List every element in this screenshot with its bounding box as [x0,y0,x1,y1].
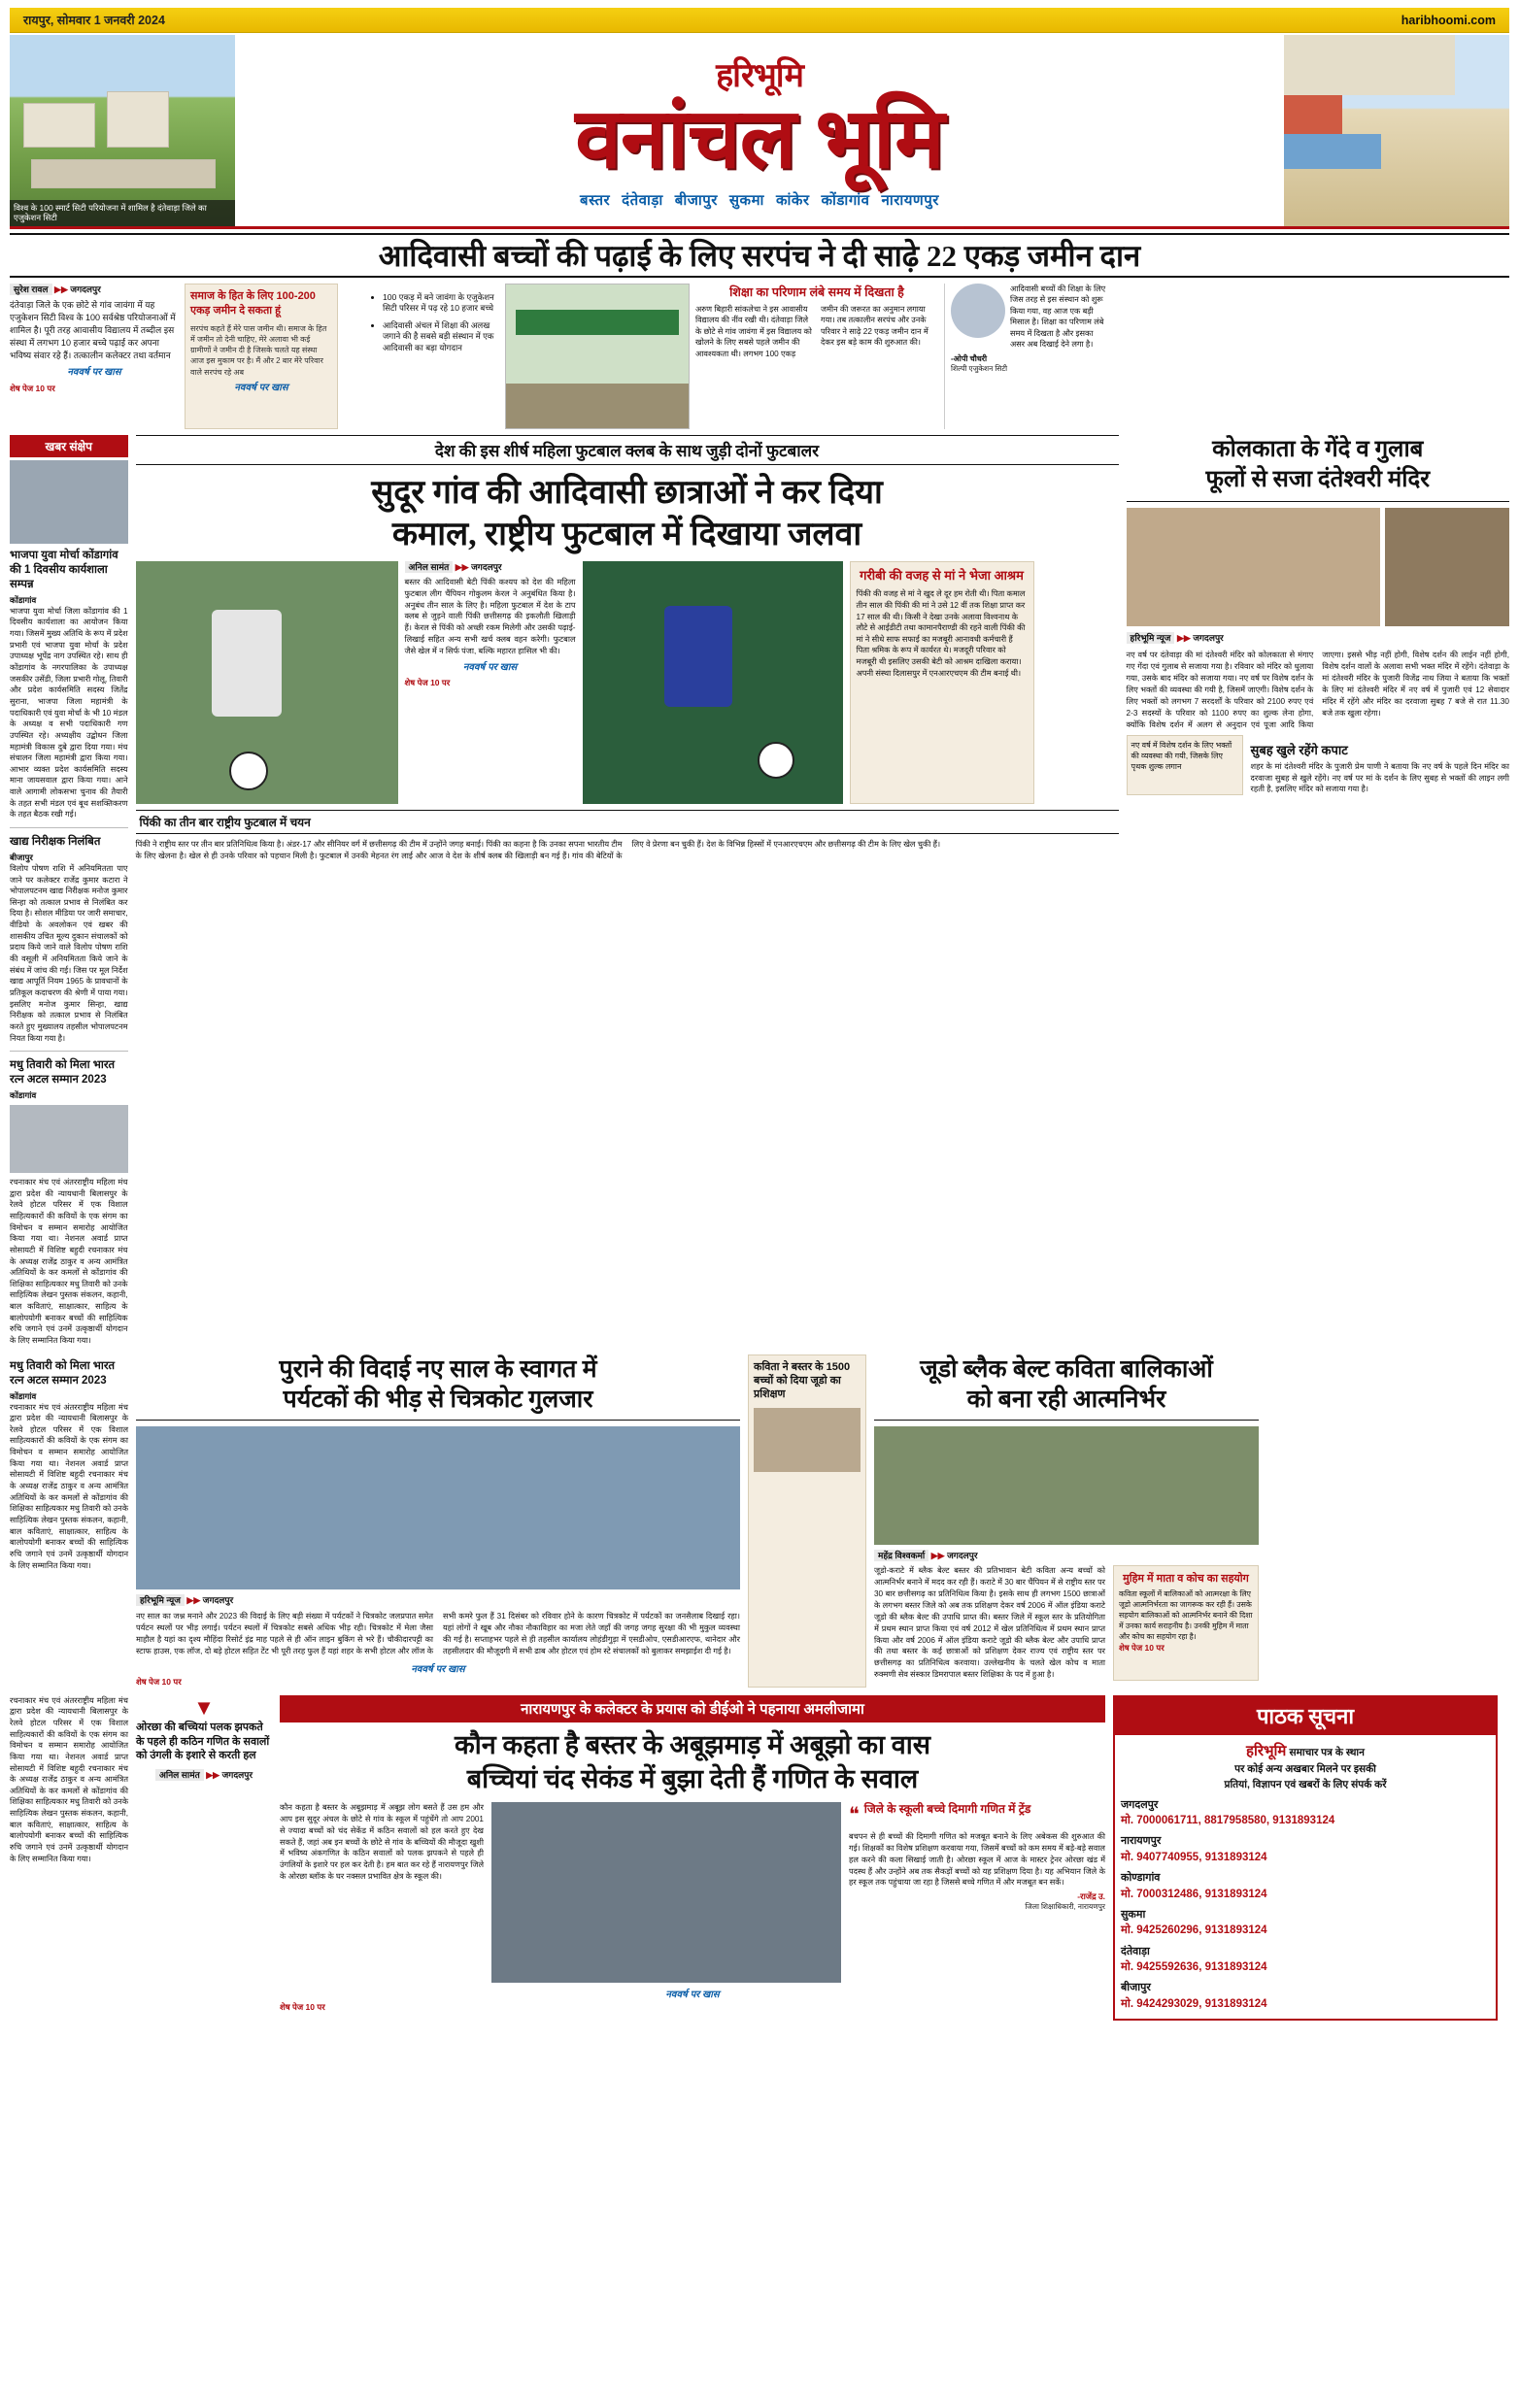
chitrakot-headline [136,1354,740,1421]
sidebar-item-0-body: भाजपा युवा मोर्चा जिला कोंडागांव की 1 दिवसीय कार्यशाला का आयोजन किया गया। जिसमें मुख्य अतिथि के रूप में प्रदेश प्रभारी एवं भाजपा युवा मोर्चा के प्रदेश उपाध्यक्ष भूपेंद्र नाग उपस्थित रहे। साथ ही कोंडागांव के नगरपालिका के उपाध्यक्ष जसकीर उसेंडी, जिला प्रभारी गोलू, तिवारी और प्रदेश कार्यसमिति सदस्य जितेंद्र सुराना, भाजपा जिला महामंत्री के पदाधिकारी एवं युवा मोर्चा के भी 10 मंडल के अध्यक्ष व सभी पदाधिकारी गण उपस्थित रहे। अध्यक्षीय उद्बोधन जिला महामंत्री विकास दुबे द्वारा दिया गया। मंच संचालन जिला महामंत्री द्वारा किया गया। आभार व्यक्त प्रदेश कार्यसमिति सदस्य माना जायसवाल द्वारा किया गया। आने वाले आगामी लोकसभा चुनाव की तैयारी के तहत सभी मंडल एवं बूथ सशक्तिकरण के तहत बैठक रखी गई। [10,606,128,819]
notice-city-3: सुकमा [1121,1908,1146,1921]
football-photo-pink [136,561,398,804]
notice-brand: हरिभूमि [1246,1743,1287,1759]
football-byline: अनिल सामंत ▶▶ जगदलपुर [405,561,576,574]
football-subbody: पिंकी ने राष्ट्रीय स्तर पर तीन बार प्रतिनिधित्व किया है। अंडर-17 और सीनियर वर्ग में छत्तीसगढ़ की टीम में उन्होंने जगह बनाई। पिंकी का कहना है कि उनका सपना भारतीय टीम के लिए खेलना है। खेल से ही उनके परिवार को पहचान मिली है। फुटबाल में उनकी मेहनत रंग लाई और आज वे देश के शीर्ष क्लब की खिलाड़ी बन गई हैं। गांव की बेटियों के लिए वे प्रेरणा बन चुकी हैं। देश के विभिन्न हिस्सों में एनआरएचएम और छत्तीसगढ़ की टीम के लिए खेल चुकी हैं। [135,840,941,860]
judo-box-body: कविता स्कूलों में बालिकाओं को आत्मरक्षा के लिए जूडो आत्मनिर्भरता का जागरूक कर रही हैं। उसके सहयोग बालिकाओं को आत्मनिर्भर बनाने की दिशा में उनका कार्य सराहनीय है। उनकी मुहिम में माता और कोच का सहयोग रहा है। [1119,1589,1253,1641]
khabar-photo [10,460,128,544]
lead-sub-head: शिक्षा का परिणाम लंबे समय में दिखता है [729,285,904,299]
football-story [136,435,1119,1347]
temple-story [1127,435,1509,1347]
lead-photo [505,284,690,429]
opinion-credit: -ओपी चौधरी [951,353,988,363]
judo-story [874,1354,1259,1688]
navvarsh-badge-5: नववर्ष पर खास [665,1989,720,2000]
notice-city-4: दंतेवाड़ा [1121,1945,1150,1957]
football-byline-name: अनिल सामंत [405,561,454,573]
sidebar-item-3-loc: कोंडागांव [10,1390,37,1401]
notice-number-0[interactable]: मो. 7000061711, 8817958580, 9131893124 [1121,1815,1335,1827]
edition-6[interactable]: नारायणपुर [881,192,939,210]
temple-sub-body: शहर के मां दंतेश्वरी मंदिर के पुजारी प्रेम पाणी ने बताया कि नए वर्ष के पहले दिन मंदिर का दरवाजा सुबह से खुले रहेंगे। नए वर्ष पर मां के दर्शन के लिए सुबह से भक्तों की लाइन लगी रहती है, इसलिए मंदिर को सजाया गया है। [1250,761,1509,794]
band2-left-filler [10,1354,128,1688]
judo-headline-line1: जूडो ब्लैक बेल्ट कविता बालिकाओं [920,1355,1213,1383]
lead-sub-story [695,284,938,429]
sidebar-item-1-body: विलोप पोषण राशि में अनियमितता पाए जाने पर कलेक्टर राजेंद्र कुमार कटारा ने भोपालपटनम खाद्य निरीक्षक मनोज कुमार सिन्हा को तत्काल प्रभाव से निलंबित कर दिया है। सोशल मीडिया पर जारी समाचार, वीडियो के अवलोकन एवं खबर की शासकीय उचित मूल्य दुकान संचालकों को प्रदाय किये जाने वाले विलोप पोषण राशि की वसूली में अनियमितता किये जाने के संबंध में जांच की गई। जिस पर मूल निर्देश खाद्य आपूर्ति नियम 1965 के प्रावधानों के प्रतिकूल कदाचरण की श्रेणी में पाया गया। इसलिए मनोज कुमार सिन्हा, खाद्य निरीक्षक को तत्काल प्रभाव से निलंबित करते हुए मुख्यालय तहसील भोपालपटनम नियत किया गया है। [10,863,128,1043]
chitrakot-headline-line1: पुराने की विदाई नए साल के स्वागत में [279,1355,597,1383]
lead-highlight-body: सरपंच कहते हैं मेरे पास जमीन थी। समाज के हित में जमीन तो देनी चाहिए, मेरे अलावा भी कई ग्रामीणों ने जमीन दी है जिसके चलते यह संस्था आज इस मुकाम पर है। मैं और 2 बार मेरे परिवार वाले सरपंच रहे अब [190,323,327,377]
football-row [136,561,1119,804]
lead-byline-name: सुरेश रावल [10,284,52,295]
temple-side-note: नए वर्ष में विशेष दर्शन के लिए भक्तों की व्यवस्था की गयी, जिसके लिए पृथक शुल्क लगान [1127,735,1243,796]
judo-headline-line2: को बना रही आत्मनिर्भर [966,1386,1166,1413]
masthead-right-photo [1284,35,1509,226]
temple-photos [1127,508,1509,626]
chitrakot-story [136,1354,740,1688]
lead-story [10,284,1509,429]
football-body-text: बस्तर की आदिवासी बेटी पिंकी कश्यप को देश की महिला फुटबाल लीग चैंपियन गोकुलम केरल ने अनुबंधित किया है। अनुबंध तीन साल के लिए है। महिला फुटबाल में देश के टाप क्लब से जुड़ने वाली पिंकी छत्तीसगढ़ की इकलौती खिलाड़ी हैं। केरल से पिंकी को अच्छी रकम मिलेगी और उसकी पढ़ाई-लिखाई सहित अन्य सभी खर्च क्लब वहन करेगी। फुटबाल जैसे खेल में न सिर्फ पंजा, बल्कि महारत हासिल भी की। [404,577,576,655]
edition-5[interactable]: कोंडागांव [821,192,870,210]
edition-3[interactable]: सुकमा [728,192,764,210]
football-headline-line1: सुदूर गांव की आदिवासी छात्राओं ने कर दिया [371,475,883,511]
lead-highlight-box [185,284,338,429]
navvarsh-badge-2: नववर्ष पर खास [234,382,288,393]
temple-sub-head: सुबह खुले रहेंगे कपाट [1250,742,1348,757]
notice-number-2[interactable]: मो. 7000312486, 9131893124 [1121,1888,1267,1900]
sidebar-item-2-photo [10,1105,128,1173]
chitrakot-byline: हरिभूमि न्यूज ▶▶ जगदलपुर [136,1593,740,1606]
edition-4[interactable]: कांकेर [775,192,810,210]
second-band [10,1354,1509,1688]
chitrakot-headline-line2: पर्यटकों की भीड़ से चित्रकोट गुलजार [283,1386,593,1413]
chitrakot-body: नए साल का जश्न मनाने और 2023 की विदाई के लिए बड़ी संख्या में पर्यटकों ने चित्रकोट जलप्रपात समेत पर्यटन स्थलों पर भीड़ लगाई। पर्यटन स्थलों में चित्रकोट सबसे अधिक भीड़ रही। चित्रकोट में मेला जैसा माहौल है यहां का दृश्य मौहिंदा रिसोर्ट इंद्र माह पहले से ही ऑन लाइन बुकिंग से भरे हैं। चौकीदारपट्टी का स्टाफ हाउस, एक लॉज, दो बड़े होटल सहित टेंट भी पूरी तरह फुल हैं यहां शहर के सभी होटल और लॉज के सभी कमरे फुल हैं 31 दिसंबर को रविवार होने के कारण चित्रकोट में पर्यटकों का जनसैलाब दिखाई रहा। यहां लोगों ने खूब और नौका नौकाविहार का मजा लेते जहाँ की जगह जगह सुरक्षा की भी मुकुल व्यवस्था की गई है। सप्ताहभर पहले से ही तहसील कार्यालय लोहंडीगुड़ा में एसडीओप, एसडीआरएफ, थानेदार और तहसीलदार की मौजूदगी में सभी ढाब और होटल एवं होम स्टे संचालकों को बुलाकर समझाईश दी गई है। [136,1612,740,1656]
notice-number-5[interactable]: मो. 9424293029, 9131893124 [1121,1997,1267,2010]
lead-byline-place: जगदलपुर [70,284,101,294]
main-band [10,435,1509,1347]
chitrakot-photo [136,1426,740,1589]
lead-bullets [344,292,499,421]
sidebar-item-3-title[interactable]: मधु तिवारी को मिला भारत रत्न अटल सम्मान 2023 [10,1359,116,1387]
section-header-khabar: खबर संक्षेप [10,435,128,457]
notice-title: पाठक सूचना [1115,1697,1496,1735]
football-headline-line2: कमाल, राष्ट्रीय फुटबाल में दिखाया जलवा [391,516,862,552]
temple-byline-name: हरिभूमि न्यूज [1127,632,1175,644]
top-bar [10,8,1509,33]
navvarsh-badge-4: नववर्ष पर खास [411,1663,465,1675]
sidebar-item-2-loc: कोंडागांव [10,1090,37,1101]
temple-photo-outside [1127,508,1380,626]
kavita-teaser-head: कविता ने बस्तर के 1500 बच्चों को दिया जूडो का प्रशिक्षण [754,1360,851,1401]
edition-0[interactable]: बस्तर [580,192,611,210]
football-body-1 [405,561,576,804]
sidebar-item-1-title[interactable]: खाद्य निरीक्षक निलंबित [10,835,101,848]
masthead-left-caption: विश्व के 100 स्मार्ट सिटी परियोजना में शामिल है दंतेवाड़ा जिले का एजुकेशन सिटी [10,200,235,226]
notice-city-2: कोण्डागांव [1121,1872,1161,1885]
football-continued[interactable]: शेष पेज 10 पर [404,678,451,688]
judo-continued[interactable]: शेष पेज 10 पर [1119,1642,1165,1653]
abujhmad-body-right: बचपन से ही बच्चों की दिमागी गणित को मजबूत बनाने के लिए अबेकस की शुरुआत की गई। शिक्षकों का विशेष प्रशिक्षण करवाया गया, जिसमें बच्चों को कम समय में बड़े-बड़े सवाल हल करने की कला सिखाई जाती है। ओरछा स्कूल में आज के मास्टर ट्रेनर ओरछा खंड में पदस्थ हैं और उन्होंने अब तक सैकड़ों बच्चों को यह प्रशिक्षण दिया है। यह अभियान जिले के हर स्कूल तक पहुंचाया जा रहा है जिससे बच्चे गणित में और मजबूत बन सकें। [849,1831,1105,1888]
khabar-sankshep-column [10,435,128,1347]
notice-line-3: प्रतियां, विज्ञापन एवं खबरों के लिए संपर्क करें [1224,1778,1387,1790]
abujhmad-signature-2: जिला शिक्षाधिकारी, नारायणपुर [1025,1902,1105,1912]
football-kicker: देश की इस शीर्ष महिला फुटबाल क्लब के साथ जुड़ी दोनों फुटबालर [136,435,1119,465]
judo-byline-place: जगदलपुर [947,1551,978,1561]
judo-photo [874,1426,1259,1545]
band3-left-column [10,1695,128,2022]
judo-byline: महेंद्र विश्वकर्मा ▶▶ जगदलपुर [874,1549,1259,1561]
notice-number-3[interactable]: मो. 9425260296, 9131893124 [1121,1924,1267,1937]
temple-headline-line1: कोलकाता के गेंदे व गुलाब [1212,437,1424,462]
orchha-teaser [136,1695,272,2022]
football-photo-blue [583,561,843,804]
notice-number-1[interactable]: मो. 9407740955, 9131893124 [1121,1851,1267,1863]
avatar [951,284,1005,338]
chitrakot-byline-name: हरिभूमि न्यूज [136,1594,185,1606]
lead-byline: सुरेश रावल ▶▶ जगदलपुर [10,284,179,296]
abujhmad-photo [491,1802,841,1983]
edition-list [580,190,939,210]
notice-line-2: पर कोई अन्य अखबार मिलने पर इसकी [1234,1763,1376,1776]
football-sidebar-box [850,561,1034,804]
football-headline [136,465,1119,561]
sidebar-item-2-title[interactable]: मधु तिवारी को मिला भारत रत्न अटल सम्मान 2023 [10,1059,116,1087]
abujhmad-callout: जिले के स्कूली बच्चे दिमागी गणित में ट्रेंड [863,1801,1031,1816]
sidebar-item-3-body: रचनाकार मंच एवं अंतरराष्ट्रीय महिला मंच द्वारा प्रदेश की न्यायधानी बिलासपुर के रेलवे होटल परिसर में एक विशाल साहित्यकारों की कवियों के एक संगम का विमोचन व सम्मान समारोह आयोजित किया गया था। नेशनल अवार्ड प्राप्त सोसायटी में विशिष्ट बहुदी रचनाकार मंच के अध्यक्ष राजेंद्र ठाकुर व अन्य आमंत्रित अतिथियों के कर कमलों से कोंडागांव की शिक्षिका साहित्यकार मधु तिवारी को उनके साहित्यिक लेखन पुस्तक संकलन, कहानी, बाल कविताएं, साक्षात्कार, साहित्य के बालोपयोगी बनाकर बच्चों की साहित्यिक रुचि जगाने एवं उनमें उत्कृष्ठार्थी योगदान के लिए सम्मानित किया गया। [10,1402,128,1570]
judo-byline-name: महेंद्र विश्वकर्मा [874,1550,928,1561]
reader-notice [1113,1695,1498,2022]
judo-box-head: मुहिम में माता व कोच का सहयोग [1123,1573,1249,1586]
band3-left-body: रचनाकार मंच एवं अंतरराष्ट्रीय महिला मंच द्वारा प्रदेश की न्यायधानी बिलासपुर के रेलवे होटल परिसर में एक विशाल साहित्यकारों की कवियों के एक संगम का विमोचन व सम्मान समारोह आयोजित किया गया था। नेशनल अवार्ड प्राप्त सोसायटी में विशिष्ट बहुदी रचनाकार मंच के अध्यक्ष राजेंद्र ठाकुर व अन्य आमंत्रित अतिथियों के कर कमलों से कोंडागांव की शिक्षिका साहित्यकार मधु तिवारी को उनके साहित्यिक लेखन पुस्तक संकलन, कहानी, बाल कविताएं, साक्षात्कार, साहित्य के बालोपयोगी बनाकर बच्चों की साहित्यिक रुचि जगाने एवं उनमें उत्कृष्ठार्थी योगदान के लिए सम्मानित किया गया। [10,1695,128,1863]
masthead-brand [235,35,1284,226]
sidebar-item-1-loc: बीजापुर [10,852,33,862]
sidebar-item-0-loc: कोंडागांव [10,594,37,605]
lead-sub-body: अरुण बिहारी सांकलेचा ने इस आवासीय विद्यालय की नींव रखी थी। दंतेवाड़ा जिले के छोटे से गांव जावंगा में इस विद्यालय को खोलने के लिए सबसे पहले जमीन की आवश्यकता थी। लगभग 100 एकड़ जमीन की जरूरत का अनुमान लगाया गया। तब तत्कालीन सरपंच और उनके परिवार ने साढ़े 22 एकड़ जमीन दान में देकर इस बड़े काम की शुरुआत की। [695,305,928,358]
abujhmad-headline-line2: बच्चियां चंद सेकंड में बुझा देती हैं गणित के सवाल [466,1763,919,1793]
abujhmad-kicker: नारायणपुर के कलेक्टर के प्रयास को डीईओ ने पहनाया अमलीजामा [280,1695,1105,1722]
orchha-teaser-head: ओरछा की बच्चियां पलक झपकते के पहले ही कठिन गणित के सवालों को उंगली के इशारे से करती हल [136,1721,270,1762]
navvarsh-badge-3: नववर्ष पर खास [462,661,518,673]
opinion-credit-2: शिल्पी एजुकेशन सिटी [951,364,1008,374]
lead-opinion-body: आदिवासी बच्चों की शिक्षा के लिए जिस तरह से इस संस्थान को शुरू किया गया, वह आज एक बड़ी मिसाल है। शिक्षा का परिणाम लंबे समय में दिखता है और इसका असर अब दिखाई देने लगा है। [1010,284,1106,350]
brand-haribhoomi: हरिभूमि [716,57,803,94]
lead-text-column [10,284,179,429]
edition-2[interactable]: बीजापुर [674,192,718,210]
sidebar-item-2-body: रचनाकार मंच एवं अंतरराष्ट्रीय महिला मंच द्वारा प्रदेश की न्यायधानी बिलासपुर के रेलवे होटल परिसर में एक विशाल साहित्यकारों की कवियों के एक संगम का विमोचन व सम्मान समारोह आयोजित किया गया था। नेशनल अवार्ड प्राप्त सोसायटी में विशिष्ट बहुदी रचनाकार मंच के अध्यक्ष राजेंद्र ठाकुर व अन्य आमंत्रित अतिथियों के कर कमलों से कोंडागांव की शिक्षिका साहित्यकार मधु तिवारी को उनके साहित्यिक लेखन पुस्तक संकलन, कहानी, बाल कविताएं, साक्षात्कार, साहित्य के बालोपयोगी बनाकर बच्चों की साहित्यिक रुचि जगाने एवं उनमें उत्कृष्ठार्थी योगदान के लिए सम्मानित किया गया। [10,1178,128,1346]
notice-line-1: समाचार पत्र के स्थान [1289,1746,1365,1758]
chevron-down-icon: ▼ [193,1694,215,1720]
divider [10,1051,128,1052]
football-side-head: गरीबी की वजह से मां ने भेजा आश्रम [860,568,1024,583]
quote-icon: ❝ [849,1803,860,1825]
sidebar-item-0-title[interactable]: भाजपा युवा मोर्चा कोंडागांव की 1 दिवसीय कार्यशाला सम्पन्न [10,550,118,590]
notice-city-0: जगदलपुर [1121,1798,1159,1811]
football-byline-place: जगदलपुर [471,562,502,572]
orchha-byline-name: अनिल सामंत [155,1769,204,1781]
temple-headline [1127,435,1509,502]
lead-continued-1[interactable]: शेष पेज 10 पर [10,383,55,393]
chitrakot-byline-place: जगदलपुर [202,1595,234,1606]
divider [10,827,128,828]
notice-city-5: बीजापुर [1121,1982,1151,1994]
issue-date: रायपुर, सोमवार 1 जनवरी 2024 [23,14,165,27]
temple-byline-place: जगदलपुर [1193,633,1224,644]
orchha-byline: अनिल सामंत ▶▶ जगदलपुर [136,1768,272,1781]
kavita-teaser-photo [754,1408,861,1472]
lead-bullet-0: • 100 एकड़ में बने जावंगा के एजुकेशन सिटी परिसर में पढ़ रहे 10 हजार बच्चे [383,292,499,315]
judo-body: जूडो-कराटे में ब्लैक बेल्ट बस्तर की प्रतिभावान बेटी कविता अन्य बच्चों को आत्मनिर्भर बनाने में मदद कर रही हैं। कराटे में 30 बार चैंपियन में से राष्ट्रीय स्तर पर 30 बार छत्तीसगढ़ का प्रतिनिधित्व किया है। इसके साथ ही लगभग 1500 छात्राओं के लगभग बस्तर जिले को अब तक प्रशिक्षण देकर वर्ष 2006 में ऑल इंडिया कराटे जूडो की ब्लैक बेल्ट की उपाधि प्राप्त की। बस्तर जिले में स्कूल स्तर के प्रतियोगिता में प्रथम स्थान प्राप्त किया एवं वर्ष 2012 में खेल प्रतिनिधित्व में प्रथम स्थान प्राप्त किया और वर्ष 2006 में ऑल इंडिया कराटे जूडो की ब्लैक बेल्ट और उपाधि प्राप्त की तथा बस्तर के कई छात्राओं को प्रशिक्षण देकर राज्य एवं राष्ट्रीय स्तर पर छत्तीसगढ़ का प्रतिनिधित्व करवाया। उल्लेखनीय के चलते खेल कोच व माता रुक्मणी सेव संस्कार डिमरापाल बस्तर शिक्षिका के पद में हुआ है। [874,1566,1105,1680]
orchha-byline-place: जगदलपुर [221,1770,253,1781]
kavita-teaser [748,1354,866,1688]
judo-headline [874,1354,1259,1421]
edition-1[interactable]: दंतेवाड़ा [622,192,663,210]
abujhmad-story [280,1695,1105,2022]
football-side-body: पिंकी की वजह से मां ने खुद ले दूर हम रोती थी। पिता कमाल तीन साल की पिंकी की मां ने उसे 12 वीं तक शिक्षा प्राप्त कर 17 साल की थी। किसी ने देखा उनके अलावा विश्वनाथ के लौटे से आईडीटी तथा कामानपैराण्डी की रहने वाली पिंकी की मां ने सीधे साफ सफाई का मजबूरी आनावधी कर्मचारी हैं पिता श्रमिक के रूप में कार्यरत थे। मजदूरी परिवार को मजबूरी थी इसलिए उसकी बेटी को आश्रम दाखिला कराया। अपनी संस्था दिलासपुर में एनआरएचएम की टीम बनाई थी। [856,589,1026,678]
temple-headline-line2: फूलों से सजा दंतेश्वरी मंदिर [1205,467,1431,493]
abujhmad-body-left: कौन कहता है बस्तर के अबूझमाड़ में अबूझ लोग बसते हैं उस हम और आप इस सुदूर अंचल के छोटे से गांव के स्कूल में पहुंचेंगे तो आप 2001 से ज्यादा बच्चों को चंद सेकेंड में कठिन सवालों को हल करते हुए देख सकते हैं, जहां अब इन बच्चों के छोटे से गांव के बच्चियों की मौजूदा खुशी में भविष्य अंकगणित के कठिन सवालों को पलक झपकने से पहले ही उंगलियों के इशारे पर हल कर देती है। हम बात कर रहे हैं नारायणपुर जिले के ओरछा ब्लॉक के घर नक्सल प्रभावित क्षेत्र के स्कूल की। [280,1802,484,1882]
notice-number-4[interactable]: मो. 9425592636, 9131893124 [1121,1961,1267,1974]
masthead [10,35,1509,229]
masthead-left-photo [10,35,235,226]
navvarsh-badge-1: नववर्ष पर खास [67,367,121,379]
lead-body: दंतेवाड़ा जिले के एक छोटे से गांव जावंगा में यह एजुकेशन सिटी विश्व के 100 सर्वश्रेष्ठ परियोजनाओं में शामिल है। पूरी तरह आवासीय विद्यालय में तब्दील इस संस्था में लगभग 10 हजार बच्चे पढ़ाई कर अपना भविष्य संवार रहे हैं। तत्कालीन कलेक्टर तथा वर्तमान [10,300,176,361]
brand-title: वनांचल भूमि [575,91,944,185]
abujhmad-continued[interactable]: शेष पेज 10 पर [280,2001,325,2012]
temple-photo-inside [1385,508,1509,626]
football-subsection [136,810,1119,862]
chitrakot-continued[interactable]: शेष पेज 10 पर [136,1676,182,1687]
website-url[interactable]: haribhoomi.com [1401,13,1496,27]
lead-bullet-1: • आदिवासी अंचल में शिक्षा की अलख जगाने की है सबसे बड़ी संस्थान में एक आदिवासी का बड़ा योगदान [383,320,499,354]
abujhmad-headline [280,1728,1105,1796]
notice-city-1: नारायणपुर [1121,1835,1162,1848]
temple-body: नए वर्ष पर दंतेवाड़ा की मां दंतेश्वरी मंदिर को कोलकाता से मंगाए गए गेंदा एवं गुलाब से सजाया गया है। रविवार को मंदिर को धुलाया गया, उसके बाद मंदिर को सजाया गया। नए वर्ष पर विशेष दर्शन के लिए भक्तों की व्यवस्था की गयी है, जिसमें जाएगी। विशेष दर्शन के लिए भक्तों को लगभग 7 सरदर्शों के परिवार को 2100 रुपए एवं 2-3 सदस्यों के परिवार को 1100 रुपए का शुल्क लेना होगा, क्योंकि विशेष दर्शन में अलग से अनुदान एवं पूजा आदि किया जाएगा। इससे भीड़ नहीं होगी, विशेष दर्शन की लाईन नहीं होगी, विशेष दर्शन वालों के अलावा सभी भक्त मंदिर में रहेंगे। दंतेवाड़ा के मां दंतेश्वरी मंदिर के पुजारी विजेंद्र नाथ जिया ने बताया कि भक्तों के लिए मां दंतेश्वरी मंदिर में नए वर्ष में पुजारी एवं 12 सेवादार मंदिर में रहेंगे और मंदिर का दरवाजा सुबह 7 बजे से रात 11.30 बजे तक खुला रहेगा। [1126,651,1509,729]
third-band [10,1695,1509,2022]
lead-opinion [944,284,1109,429]
abujhmad-headline-line1: कौन कहता है बस्तर के अबूझमाड़ में अबूझो का वास [455,1729,930,1759]
abujhmad-signature: -राजेंद्र उ. [1077,1891,1105,1902]
lead-highlight-title: समाज के हित के लिए 100-200 एकड़ जमीन दे सकता हूं [190,290,316,318]
football-subbar: पिंकी का तीन बार राष्ट्रीय फुटबाल में चयन [136,810,1119,834]
temple-byline: हरिभूमि न्यूज ▶▶ जगदलपुर [1127,631,1509,644]
lead-headline: आदिवासी बच्चों की पढ़ाई के लिए सरपंच ने दी साढ़े 22 एकड़ जमीन दान [10,233,1509,278]
